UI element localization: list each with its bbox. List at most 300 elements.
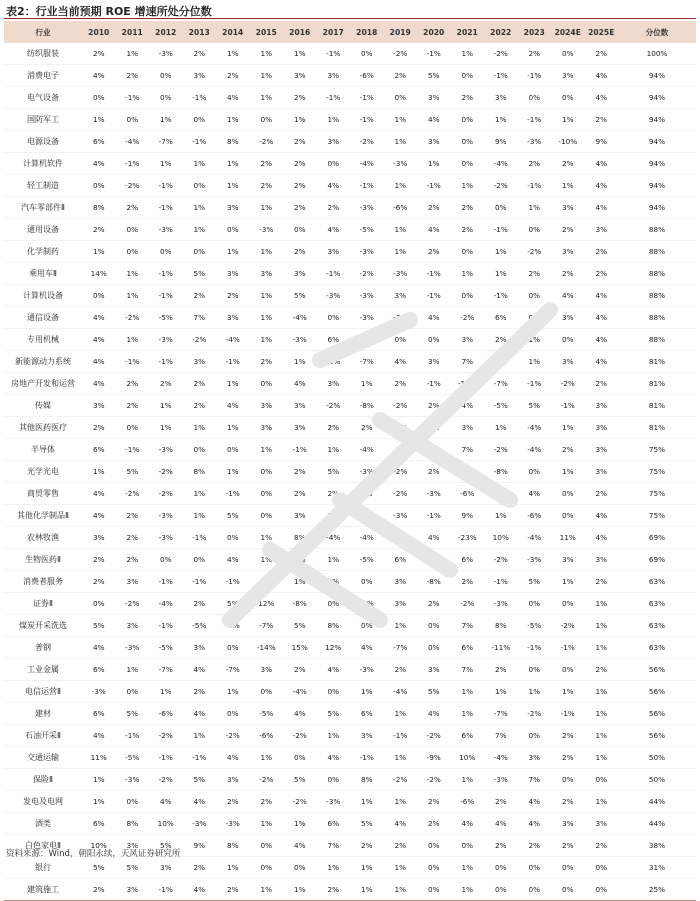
growth-cell: 0% [417, 637, 451, 659]
growth-cell: 2% [82, 219, 116, 241]
growth-cell: 0% [585, 879, 619, 901]
table-row [4, 87, 696, 109]
growth-cell: 3% [451, 417, 485, 439]
industry-name: 发电及电网 [4, 791, 82, 813]
growth-cell: -1% [116, 725, 150, 747]
growth-cell: 0% [250, 109, 284, 131]
growth-cell: 2% [551, 725, 585, 747]
growth-cell: 1% [82, 109, 116, 131]
growth-cell: -7% [149, 659, 183, 681]
growth-cell: -1% [417, 285, 451, 307]
growth-cell: 4% [585, 87, 619, 109]
header-year: 2012 [149, 21, 183, 43]
growth-cell: 3% [183, 637, 217, 659]
growth-cell: 2% [585, 373, 619, 395]
industry-name: 计算机软件 [4, 153, 82, 175]
growth-cell: 4% [183, 659, 217, 681]
header-year: 2023 [518, 21, 552, 43]
growth-cell: 1% [82, 461, 116, 483]
growth-cell: 0% [417, 857, 451, 879]
table-title: 表2：行业当前预期 ROE 增速所处分位数 [6, 5, 212, 18]
growth-cell: 0% [183, 241, 217, 263]
growth-cell: 2% [585, 241, 619, 263]
percentile-cell: 94% [618, 65, 696, 87]
growth-cell: 3% [216, 197, 250, 219]
growth-cell: 2% [551, 747, 585, 769]
table-row [4, 483, 696, 505]
header-industry: 行业 [4, 21, 82, 43]
growth-cell: 5% [518, 571, 552, 593]
growth-cell: 2% [551, 153, 585, 175]
growth-cell: 1% [250, 747, 284, 769]
growth-cell: 3% [317, 571, 351, 593]
percentile-cell: 75% [618, 505, 696, 527]
growth-cell: 8% [283, 527, 317, 549]
growth-cell: -6% [350, 65, 384, 87]
table-row [4, 241, 696, 263]
growth-cell: 1% [116, 659, 150, 681]
growth-cell: -5% [350, 219, 384, 241]
growth-cell: 0% [551, 769, 585, 791]
growth-cell: 2% [116, 395, 150, 417]
growth-cell: 4% [183, 791, 217, 813]
growth-cell: 0% [484, 879, 518, 901]
growth-cell: 2% [451, 197, 485, 219]
growth-cell: -3% [250, 219, 284, 241]
growth-cell: 0% [551, 857, 585, 879]
growth-cell: 3% [551, 197, 585, 219]
growth-cell: 3% [250, 395, 284, 417]
growth-cell: -2% [116, 483, 150, 505]
growth-cell: 0% [250, 483, 284, 505]
growth-cell: -1% [149, 263, 183, 285]
growth-cell: 1% [585, 593, 619, 615]
growth-cell: 12% [317, 637, 351, 659]
growth-cell: 3% [417, 87, 451, 109]
growth-cell: 0% [317, 307, 351, 329]
growth-cell: -1% [283, 439, 317, 461]
growth-cell: -2% [116, 175, 150, 197]
growth-cell: -1% [183, 131, 217, 153]
percentile-cell: 38% [618, 835, 696, 857]
growth-cell: 2% [585, 263, 619, 285]
percentile-cell: 56% [618, 681, 696, 703]
growth-cell: 2% [283, 131, 317, 153]
growth-cell: 0% [451, 285, 485, 307]
header-year: 2014 [216, 21, 250, 43]
industry-name: 交通运输 [4, 747, 82, 769]
growth-cell: 7% [183, 307, 217, 329]
industry-name: 房地产开发和运营 [4, 373, 82, 395]
growth-cell: -1% [116, 153, 150, 175]
growth-cell: 1% [116, 285, 150, 307]
growth-cell: 9% [451, 505, 485, 527]
growth-cell: 1% [585, 637, 619, 659]
growth-cell: 3% [551, 813, 585, 835]
growth-cell: 1% [585, 747, 619, 769]
growth-cell: 2% [484, 329, 518, 351]
growth-cell: 0% [417, 835, 451, 857]
growth-cell: -1% [417, 263, 451, 285]
growth-cell: 1% [183, 725, 217, 747]
growth-cell: 9% [484, 131, 518, 153]
growth-cell: 2% [116, 197, 150, 219]
growth-cell: 1% [317, 109, 351, 131]
percentile-cell: 50% [618, 747, 696, 769]
growth-cell: -1% [116, 439, 150, 461]
growth-cell: 2% [417, 593, 451, 615]
growth-cell: 1% [116, 263, 150, 285]
growth-cell: 3% [283, 549, 317, 571]
growth-cell: 0% [551, 505, 585, 527]
growth-cell: 3% [283, 417, 317, 439]
growth-cell: 6% [82, 131, 116, 153]
table-row [4, 219, 696, 241]
table-row [4, 351, 696, 373]
growth-cell: 0% [250, 681, 284, 703]
growth-cell: 2% [585, 43, 619, 65]
growth-cell: -6% [384, 197, 418, 219]
table-row [4, 439, 696, 461]
percentile-cell: 100% [618, 43, 696, 65]
table-row [4, 65, 696, 87]
growth-cell: 0% [149, 241, 183, 263]
growth-cell: 1% [183, 153, 217, 175]
growth-cell: 2% [551, 263, 585, 285]
growth-cell: 0% [116, 241, 150, 263]
growth-cell: 8% [216, 131, 250, 153]
growth-cell: 2% [451, 571, 485, 593]
header-year: 2019 [384, 21, 418, 43]
growth-cell: -1% [484, 65, 518, 87]
growth-cell: 0% [417, 879, 451, 901]
growth-cell: 6% [484, 307, 518, 329]
growth-cell: 2% [317, 417, 351, 439]
growth-cell: 4% [518, 813, 552, 835]
growth-cell: 3% [149, 857, 183, 879]
growth-cell: 2% [283, 461, 317, 483]
percentile-cell: 88% [618, 219, 696, 241]
growth-cell: 3% [250, 263, 284, 285]
table-row [4, 769, 696, 791]
growth-cell: 0% [551, 483, 585, 505]
growth-cell: 8% [350, 769, 384, 791]
growth-cell: 5% [216, 593, 250, 615]
table-row [4, 571, 696, 593]
growth-cell: 1% [216, 175, 250, 197]
growth-cell: 4% [82, 373, 116, 395]
growth-cell: -2% [116, 307, 150, 329]
growth-cell: 3% [283, 395, 317, 417]
growth-cell: 2% [82, 879, 116, 901]
industry-name: 建筑施工 [4, 879, 82, 901]
growth-cell: 10% [484, 527, 518, 549]
growth-cell: 8% [183, 461, 217, 483]
growth-cell: 2% [417, 813, 451, 835]
growth-cell: 4% [585, 285, 619, 307]
growth-cell: 0% [317, 681, 351, 703]
growth-cell: 10% [451, 747, 485, 769]
growth-cell: 3% [585, 395, 619, 417]
growth-cell: 2% [417, 197, 451, 219]
growth-cell: -1% [216, 483, 250, 505]
growth-cell: -4% [518, 417, 552, 439]
growth-cell: 3% [317, 131, 351, 153]
growth-cell: 10% [82, 835, 116, 857]
industry-name: 通用设备 [4, 219, 82, 241]
growth-cell: 0% [116, 791, 150, 813]
growth-cell: -3% [149, 439, 183, 461]
growth-cell: 5% [183, 263, 217, 285]
percentile-cell: 25% [618, 879, 696, 901]
growth-cell: 2% [384, 65, 418, 87]
percentile-cell: 81% [618, 351, 696, 373]
growth-cell: 1% [384, 857, 418, 879]
growth-cell: 1% [250, 197, 284, 219]
growth-cell: 0% [116, 109, 150, 131]
growth-cell: 2% [417, 395, 451, 417]
growth-cell: -6% [149, 703, 183, 725]
growth-cell: 4% [283, 835, 317, 857]
growth-cell: -4% [350, 527, 384, 549]
growth-cell: -2% [149, 483, 183, 505]
growth-cell: 1% [551, 417, 585, 439]
growth-cell: -6% [518, 505, 552, 527]
growth-cell: 0% [551, 593, 585, 615]
growth-cell: 0% [283, 219, 317, 241]
growth-cell: 3% [384, 571, 418, 593]
growth-cell: -1% [116, 87, 150, 109]
growth-cell: -2% [350, 263, 384, 285]
growth-cell: -6% [451, 483, 485, 505]
growth-cell: 1% [82, 791, 116, 813]
table-row [4, 527, 696, 549]
percentile-cell: 75% [618, 461, 696, 483]
industry-name: 煤炭开采洗选 [4, 615, 82, 637]
growth-cell: 2% [283, 153, 317, 175]
growth-cell: 1% [518, 329, 552, 351]
growth-cell: 4% [216, 747, 250, 769]
growth-cell: 1% [250, 307, 284, 329]
growth-cell: 2% [484, 835, 518, 857]
growth-cell: 3% [451, 329, 485, 351]
growth-cell: 1% [250, 87, 284, 109]
growth-cell: -3% [317, 791, 351, 813]
growth-cell: 4% [417, 549, 451, 571]
growth-cell: 3% [585, 439, 619, 461]
industry-name: 通信设备 [4, 307, 82, 329]
growth-cell: -11% [484, 637, 518, 659]
growth-cell: 6% [82, 439, 116, 461]
growth-cell: -1% [417, 373, 451, 395]
growth-cell: 0% [518, 307, 552, 329]
growth-cell: 4% [384, 439, 418, 461]
growth-cell: -3% [350, 197, 384, 219]
growth-cell: 1% [384, 703, 418, 725]
growth-cell: 0% [216, 703, 250, 725]
growth-cell: -1% [384, 417, 418, 439]
growth-cell: 4% [384, 351, 418, 373]
growth-cell: 5% [317, 703, 351, 725]
growth-cell: 3% [283, 65, 317, 87]
growth-cell: -4% [484, 153, 518, 175]
growth-cell: 0% [518, 461, 552, 483]
growth-cell: 2% [317, 483, 351, 505]
growth-cell: -1% [317, 351, 351, 373]
growth-cell: -14% [250, 637, 284, 659]
growth-cell: 0% [250, 505, 284, 527]
industry-name: 农林牧渔 [4, 527, 82, 549]
growth-cell: -9% [417, 747, 451, 769]
growth-cell: 2% [116, 505, 150, 527]
percentile-cell: 63% [618, 593, 696, 615]
industry-name: 汽车零部件Ⅱ [4, 197, 82, 219]
growth-cell: -3% [350, 285, 384, 307]
growth-cell: 2% [149, 373, 183, 395]
growth-cell: -2% [484, 549, 518, 571]
growth-cell: 1% [250, 285, 284, 307]
growth-cell: 1% [451, 43, 485, 65]
growth-cell: 7% [451, 659, 485, 681]
growth-cell: 2% [183, 285, 217, 307]
growth-cell: -3% [518, 131, 552, 153]
growth-cell: 1% [216, 43, 250, 65]
header-year: 2011 [116, 21, 150, 43]
growth-cell: 4% [317, 747, 351, 769]
growth-cell: 3% [82, 395, 116, 417]
percentile-cell: 94% [618, 109, 696, 131]
growth-cell: -1% [417, 505, 451, 527]
table-row [4, 615, 696, 637]
growth-cell: 2% [183, 43, 217, 65]
industry-name: 证券Ⅱ [4, 593, 82, 615]
growth-cell: 1% [317, 725, 351, 747]
growth-cell: 1% [350, 879, 384, 901]
growth-cell: -3% [350, 307, 384, 329]
header-year: 2024E [551, 21, 585, 43]
growth-cell: 3% [183, 65, 217, 87]
growth-cell: 11% [384, 527, 418, 549]
industry-name: 轻工制造 [4, 175, 82, 197]
table-row [4, 109, 696, 131]
growth-cell: -2% [518, 241, 552, 263]
growth-cell: -2% [283, 725, 317, 747]
growth-cell: 4% [417, 307, 451, 329]
growth-cell: -3% [216, 813, 250, 835]
growth-cell: 0% [551, 329, 585, 351]
growth-cell: 1% [283, 879, 317, 901]
growth-cell: 6% [451, 549, 485, 571]
growth-cell: 0% [518, 725, 552, 747]
table-row [4, 153, 696, 175]
growth-cell: 1% [451, 879, 485, 901]
header-year: 2016 [283, 21, 317, 43]
growth-cell: 2% [116, 549, 150, 571]
growth-cell: 0% [484, 197, 518, 219]
growth-cell: 1% [551, 175, 585, 197]
growth-cell: 1% [317, 439, 351, 461]
growth-cell: 4% [183, 879, 217, 901]
growth-cell: 1% [484, 263, 518, 285]
growth-cell: 1% [283, 109, 317, 131]
growth-cell: 0% [518, 593, 552, 615]
table-row [4, 813, 696, 835]
growth-cell: 3% [551, 351, 585, 373]
growth-cell: 11% [551, 527, 585, 549]
growth-cell: 4% [417, 219, 451, 241]
growth-cell: 2% [384, 659, 418, 681]
growth-cell: -3% [384, 263, 418, 285]
growth-cell: 4% [82, 637, 116, 659]
growth-cell: -1% [149, 747, 183, 769]
growth-cell: 0% [384, 329, 418, 351]
growth-cell: 7% [451, 439, 485, 461]
growth-cell: 2% [417, 791, 451, 813]
header-year: 2015 [250, 21, 284, 43]
growth-cell: 1% [183, 417, 217, 439]
growth-cell: 5% [317, 505, 351, 527]
growth-cell: 2% [350, 505, 384, 527]
growth-cell: 0% [216, 219, 250, 241]
percentile-cell: 88% [618, 307, 696, 329]
growth-cell: -4% [518, 439, 552, 461]
growth-cell: 2% [518, 153, 552, 175]
industry-name: 其他医药医疗 [4, 417, 82, 439]
growth-cell: 1% [484, 417, 518, 439]
growth-cell: 8% [484, 615, 518, 637]
growth-cell: 8% [82, 197, 116, 219]
growth-cell: 0% [149, 87, 183, 109]
growth-cell: 0% [484, 857, 518, 879]
growth-cell: -5% [250, 703, 284, 725]
growth-cell: 9% [183, 835, 217, 857]
header-year: 2025E [585, 21, 619, 43]
growth-cell: -1% [384, 725, 418, 747]
growth-cell: 5% [116, 461, 150, 483]
growth-cell: -2% [116, 593, 150, 615]
growth-cell: -3% [484, 769, 518, 791]
growth-cell: 0% [417, 615, 451, 637]
growth-cell: 2% [250, 791, 284, 813]
percentile-cell: 81% [618, 395, 696, 417]
table-row [4, 395, 696, 417]
growth-cell: 0% [149, 549, 183, 571]
growth-cell: 2% [417, 241, 451, 263]
growth-cell: -7% [350, 351, 384, 373]
growth-cell: -1% [350, 109, 384, 131]
table-row [4, 417, 696, 439]
growth-cell: -1% [484, 571, 518, 593]
growth-cell: 3% [585, 813, 619, 835]
growth-cell: 1% [451, 263, 485, 285]
industry-name: 化学制药 [4, 241, 82, 263]
growth-cell: 0% [585, 769, 619, 791]
growth-cell: 3% [116, 615, 150, 637]
growth-cell: 4% [585, 329, 619, 351]
growth-cell: -4% [149, 593, 183, 615]
growth-cell: 7% [317, 835, 351, 857]
growth-cell: -4% [384, 681, 418, 703]
growth-cell: 1% [484, 681, 518, 703]
growth-cell: -2% [551, 373, 585, 395]
table-row [4, 879, 696, 901]
growth-cell: 3% [250, 659, 284, 681]
growth-cell: 1% [183, 505, 217, 527]
growth-cell: -3% [384, 153, 418, 175]
growth-cell: 1% [216, 109, 250, 131]
growth-cell: -1% [317, 263, 351, 285]
growth-cell: 1% [216, 417, 250, 439]
